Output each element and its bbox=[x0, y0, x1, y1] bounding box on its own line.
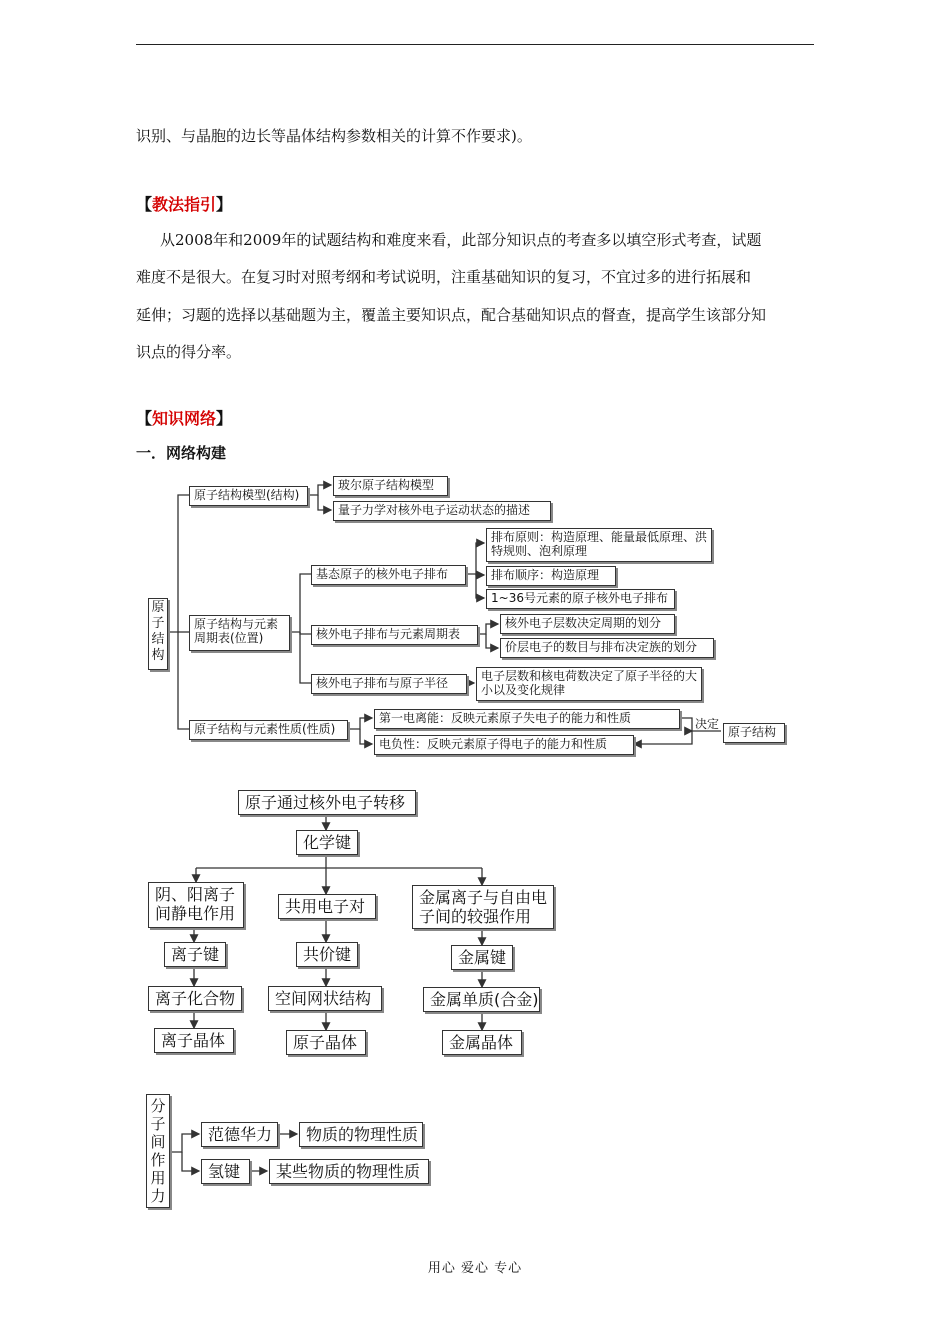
paragraph-line: 从2008年和2009年的试题结构和难度来看，此部分知识点的考查多以填空形式考查，试题 bbox=[160, 231, 762, 249]
node-first-ionization-energy: 第一电离能：反映元素原子失电子的能力和性质 bbox=[374, 709, 680, 729]
bracket-left: 【 bbox=[136, 409, 153, 428]
section-title: 教法指引 bbox=[152, 195, 217, 214]
bracket-left: 【 bbox=[136, 195, 153, 214]
node-metal-interaction: 金属离子与自由电子间的较强作用 bbox=[412, 885, 554, 929]
node-atom-structure-right: 原子结构 bbox=[723, 723, 785, 743]
node-metal-alloy: 金属单质(合金) bbox=[423, 987, 540, 1012]
node-periodic-table-position: 原子结构与元素周期表(位置) bbox=[189, 615, 290, 651]
node-config-radius: 核外电子排布与原子半径 bbox=[311, 674, 467, 694]
node-ground-state-config: 基态原子的核外电子排布 bbox=[311, 565, 466, 585]
node-ionic-crystal: 离子晶体 bbox=[154, 1028, 234, 1053]
node-structure-model: 原子结构模型(结构) bbox=[189, 486, 308, 506]
node-elements-1-36: 1~36号元素的原子核外电子排布 bbox=[486, 589, 675, 609]
text-line: 识别、与晶胞的边长等晶体结构参数相关的计算不作要求)。 bbox=[136, 127, 532, 145]
node-valence-group: 价层电子的数目与排布决定族的划分 bbox=[500, 638, 714, 658]
paragraph-line: 识点的得分率。 bbox=[136, 343, 242, 361]
bracket-right: 】 bbox=[216, 409, 233, 428]
node-arrangement-order: 排布顺序：构造原理 bbox=[486, 566, 616, 586]
paragraph-line: 延伸；习题的选择以基础题为主，覆盖主要知识点，配合基础知识点的督查，提高学生该部分知 bbox=[136, 306, 767, 324]
bracket-right: 】 bbox=[216, 195, 233, 214]
node-metal-crystal: 金属晶体 bbox=[442, 1030, 522, 1055]
node-intermolecular-forces: 分子间作用力 bbox=[146, 1094, 170, 1208]
node-some-physical-properties: 某些物质的物理性质 bbox=[269, 1159, 429, 1184]
section-title: 知识网络 bbox=[152, 409, 217, 428]
node-ionic-attraction: 阴、阳离子间静电作用 bbox=[148, 882, 244, 928]
node-arrangement-principles: 排布原则：构造原理、能量最低原理、洪特规则、泡利原理 bbox=[486, 528, 712, 562]
node-electron-transfer: 原子通过核外电子转移 bbox=[238, 790, 416, 815]
node-shared-electrons: 共用电子对 bbox=[278, 894, 376, 919]
paragraph-line: 难度不是很大。在复习时对照考纲和考试说明，注重基础知识的复习，不宜过多的进行拓展和 bbox=[136, 268, 752, 286]
label-decides: 决定 bbox=[695, 717, 720, 731]
node-bohr-model: 玻尔原子结构模型 bbox=[333, 476, 448, 496]
node-ionic-bond: 离子键 bbox=[164, 942, 226, 967]
node-network-structure: 空间网状结构 bbox=[268, 986, 382, 1011]
node-quantum-description: 量子力学对核外电子运动状态的描述 bbox=[333, 501, 551, 521]
page-footer: 用心 爱心 专心 bbox=[427, 1261, 523, 1276]
subsection-title: 一．网络构建 bbox=[136, 444, 227, 462]
node-radius-description: 电子层数和核电荷数决定了原子半径的大小以及变化规律 bbox=[476, 667, 702, 701]
node-atomic-crystal: 原子晶体 bbox=[286, 1030, 366, 1055]
node-config-periodic-table: 核外电子排布与元素周期表 bbox=[311, 625, 478, 645]
node-van-der-waals: 范德华力 bbox=[201, 1122, 278, 1147]
node-physical-properties: 物质的物理性质 bbox=[299, 1122, 423, 1147]
node-ionic-compound: 离子化合物 bbox=[148, 986, 242, 1011]
node-element-properties: 原子结构与元素性质(性质) bbox=[189, 720, 348, 740]
node-atomic-structure: 原子结构 bbox=[148, 598, 168, 670]
node-electronegativity: 电负性：反映元素原子得电子的能力和性质 bbox=[374, 735, 634, 755]
node-layers-period: 核外电子层数决定周期的划分 bbox=[500, 614, 675, 634]
node-metallic-bond: 金属键 bbox=[451, 945, 513, 970]
node-hydrogen-bond: 氢键 bbox=[201, 1159, 250, 1184]
node-chemical-bond: 化学键 bbox=[296, 830, 358, 855]
node-covalent-bond: 共价键 bbox=[296, 942, 358, 967]
